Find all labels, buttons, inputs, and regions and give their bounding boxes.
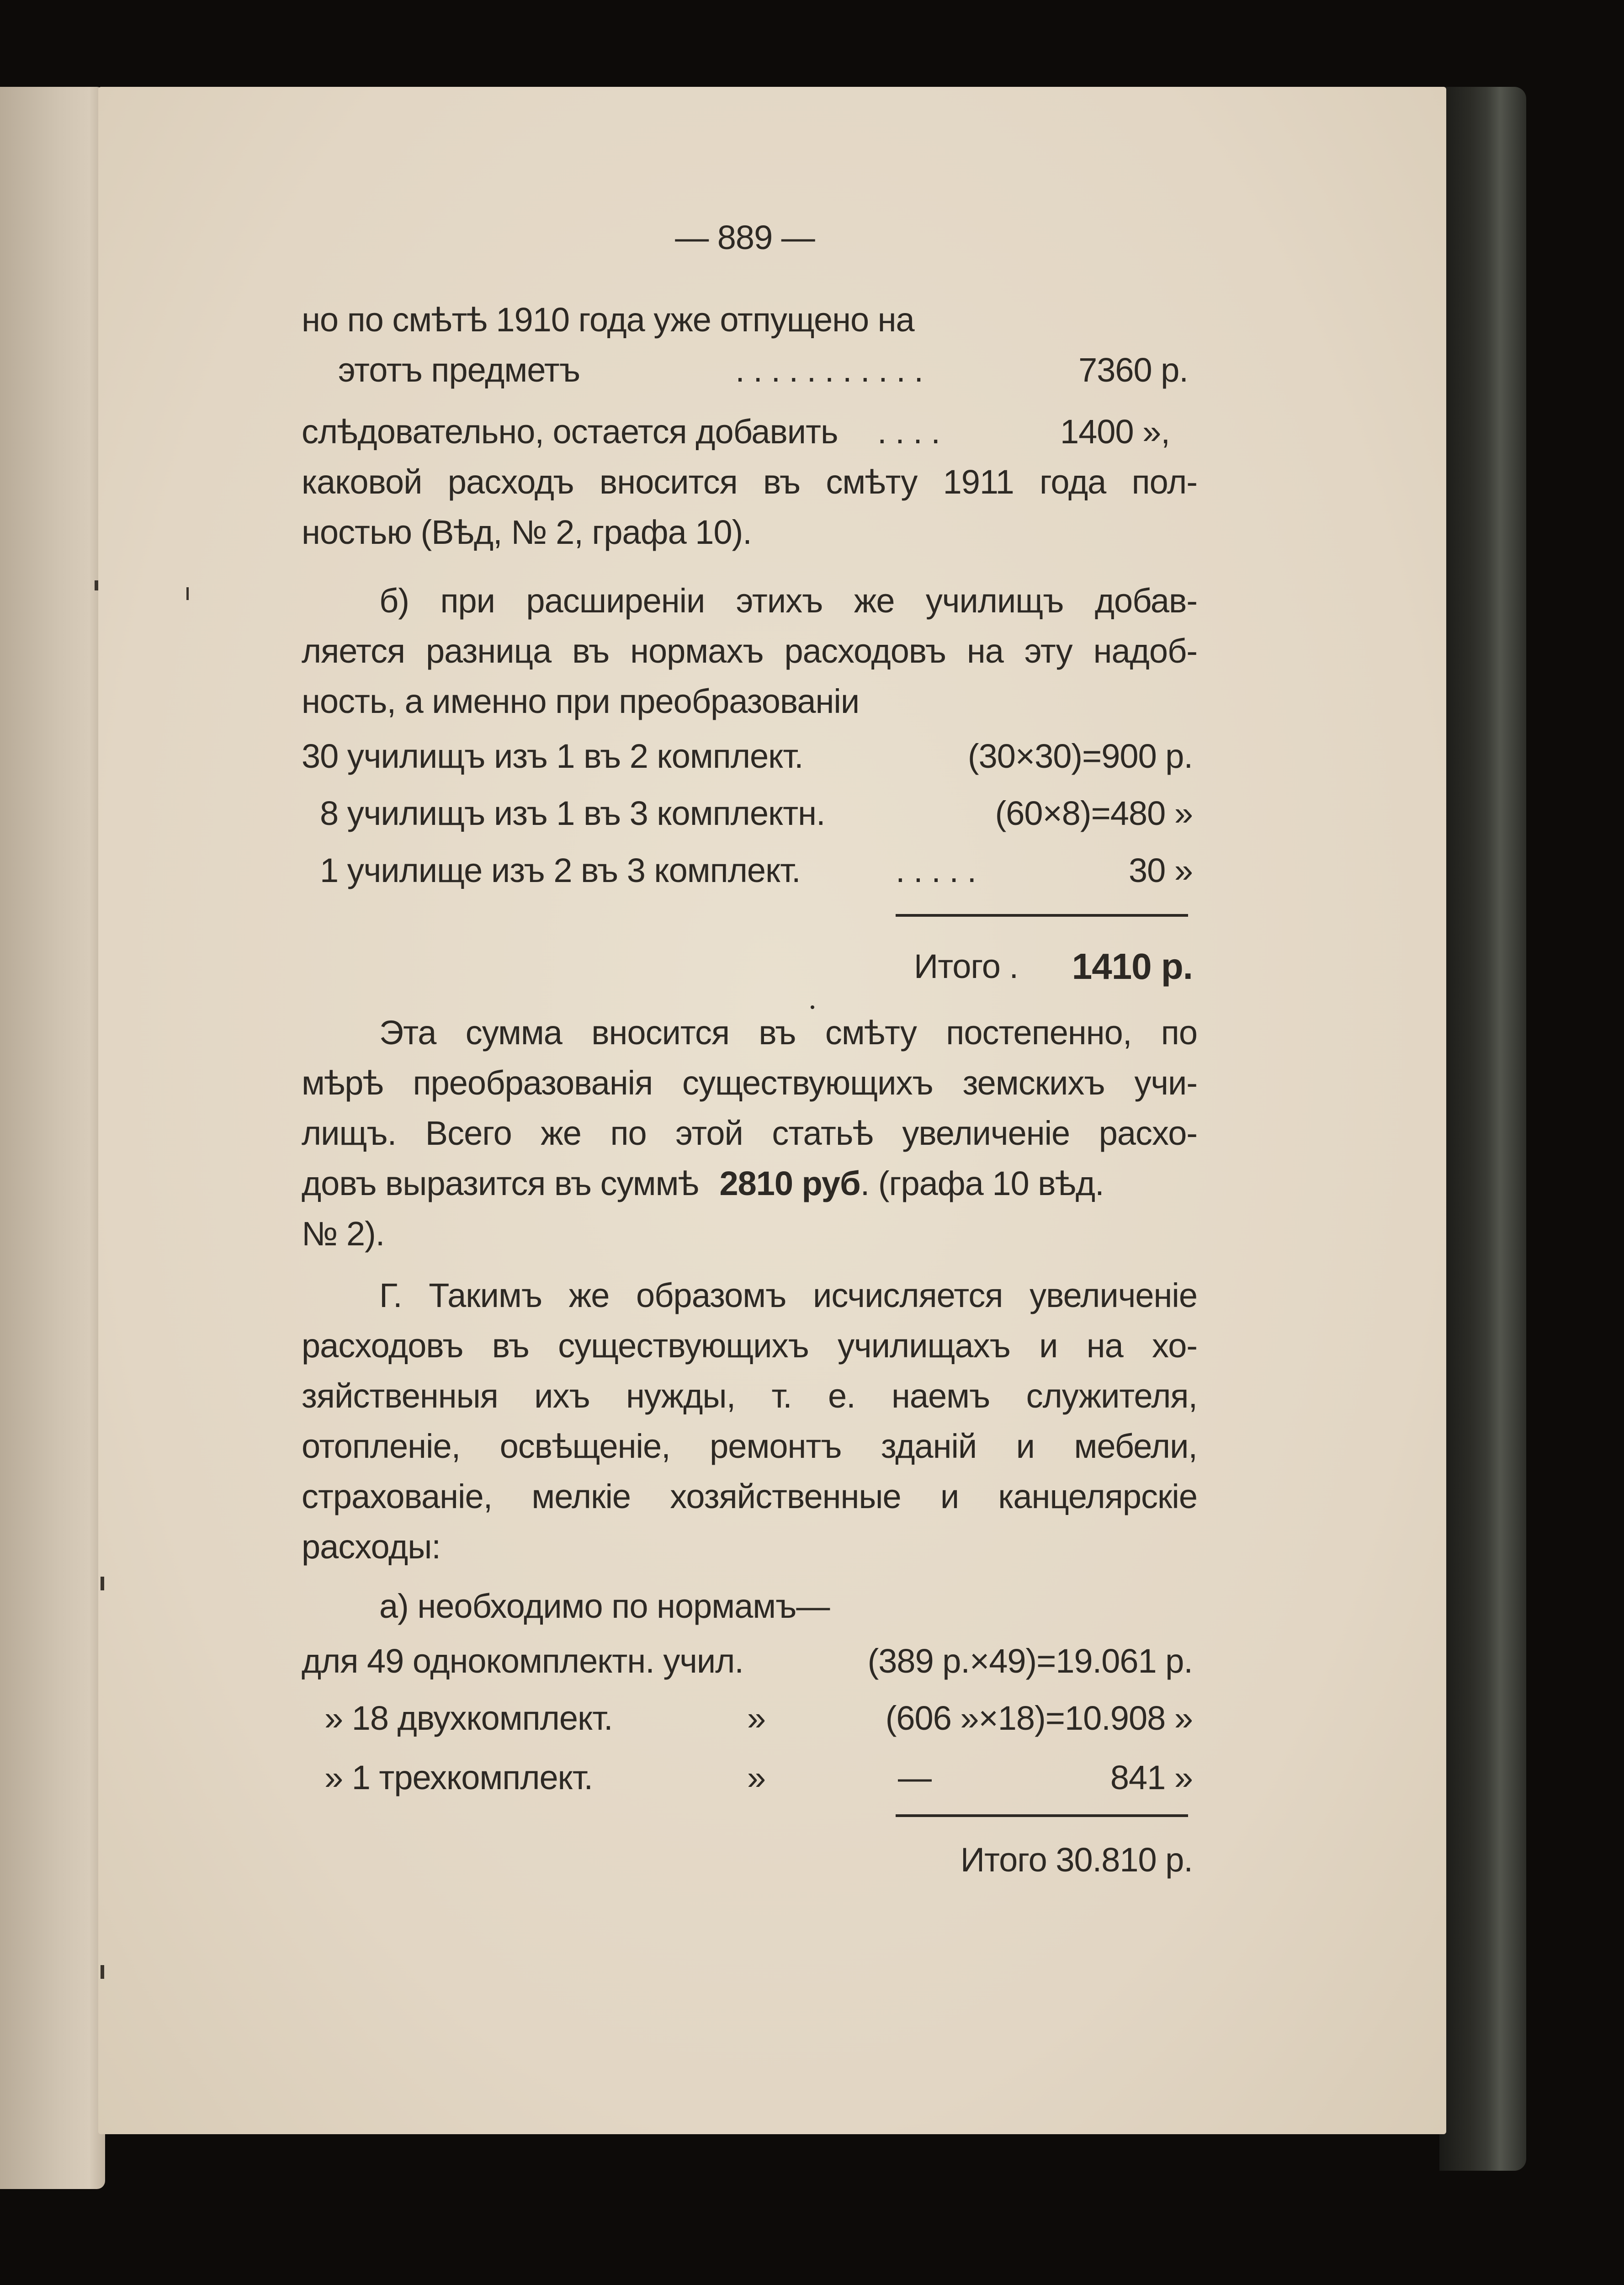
para1-line-2: каковой расходъ вносится въ смѣту 1911 года пол- xyxy=(302,463,1197,501)
para1-line-1-amount: 1400 », xyxy=(1060,413,1170,451)
table1-row-2-calc: (60×8)=480 » xyxy=(995,794,1193,832)
intro-line-2-text: этотъ предметъ xyxy=(338,351,580,389)
table1-row-1-calc: (30×30)=900 р. xyxy=(967,737,1193,775)
table2-row-2-calc: (606 »×18)=10.908 » xyxy=(885,1699,1193,1737)
table1-total-value: 1410 р. xyxy=(1072,946,1193,987)
para-b-line-1: б) при расширенiи этихъ же училищъ добав- xyxy=(379,582,1197,620)
para3-line-3: зяйственныя ихъ нужды, т. е. наемъ служителя, xyxy=(302,1377,1197,1415)
table2-total: Итого 30.810 р. xyxy=(960,1841,1193,1879)
table2-total-rule xyxy=(896,1814,1188,1817)
table2-row-3-ditto: » xyxy=(747,1759,766,1796)
para1-line-1-dots: . . . . xyxy=(877,413,940,451)
para2-bold-total: 2810 руб xyxy=(719,1164,860,1202)
intro-line-2 xyxy=(338,347,1188,393)
para1-line-1 xyxy=(302,409,1188,455)
table1-row-1-label: 30 училищъ изъ 1 въ 2 комплект. xyxy=(302,737,803,775)
margin-mark xyxy=(101,1965,104,1979)
table1-total-label: Итого . xyxy=(914,947,1019,985)
margin-mark xyxy=(101,1577,104,1590)
page-number: — 889 — xyxy=(675,218,815,256)
para2-line-5: № 2). xyxy=(302,1215,385,1253)
ink-speck xyxy=(811,1005,814,1009)
table1-row-3-label: 1 училище изъ 2 въ 3 комплект. xyxy=(320,851,801,889)
para-b-line-3: ность, а именно при преобразованiи xyxy=(302,682,860,720)
para2-line-4 xyxy=(302,1161,1197,1206)
para-b-line-2: ляется разница въ нормахъ расходовъ на эту надоб- xyxy=(302,632,1197,670)
para-a-line-1: а) необходимо по нормамъ— xyxy=(379,1587,830,1625)
para3-line-4: отопленiе, освѣщенiе, ремонтъ зданiй и мебели, xyxy=(302,1427,1197,1465)
para3-line-5: страхованiе, мелкiе хозяйственные и канцелярскiе xyxy=(302,1477,1197,1515)
intro-line-2-amount: 7360 р. xyxy=(1078,351,1188,389)
table1-total-rule xyxy=(896,914,1188,917)
para1-line-1-text: слѣдовательно, остается добавить xyxy=(302,413,838,451)
table2-row-3-dash: — xyxy=(898,1759,931,1796)
para1-line-3: ностью (Вѣд, № 2, графа 10). xyxy=(302,513,752,551)
table2-row-3-label: » 1 трехкомплект. xyxy=(324,1759,593,1796)
intro-line-1: но по смѣтѣ 1910 года уже отпущено на xyxy=(302,301,914,339)
table2-row-1-calc: (389 р.×49)=19.061 р. xyxy=(867,1642,1193,1680)
intro-line-2-dots: . . . . . . . . . . . xyxy=(735,351,923,389)
para2-line-4-rest: . (графа 10 вѣд. xyxy=(860,1164,1104,1202)
para3-line-1: Г. Такимъ же образомъ исчисляется увеличенiе xyxy=(379,1276,1197,1314)
para3-line-2: расходовъ въ существующихъ училищахъ и на хо- xyxy=(302,1327,1197,1365)
table2-row-2-ditto: » xyxy=(747,1699,766,1737)
margin-mark xyxy=(95,580,98,590)
table2-row-2-label: » 18 двухкомплект. xyxy=(324,1699,613,1737)
table2-row-3-calc: 841 » xyxy=(1110,1759,1193,1796)
margin-mark xyxy=(186,587,189,600)
para2-line-3: лищъ. Всего же по этой статьѣ увеличенiе расхо- xyxy=(302,1114,1197,1152)
para3-line-6: расходы: xyxy=(302,1528,440,1566)
para2-line-1: Эта сумма вносится въ смѣту постепенно, по xyxy=(379,1014,1197,1052)
table1-row-3-calc: 30 » xyxy=(1128,851,1193,889)
table1-row-2-label: 8 училищъ изъ 1 въ 3 комплектн. xyxy=(320,794,825,832)
table1-row-3-dots: . . . . . xyxy=(896,851,977,889)
para2-line-4-text: довъ выразится въ суммѣ xyxy=(302,1164,699,1202)
table2-row-1-label: для 49 однокомплектн. учил. xyxy=(302,1642,743,1680)
para2-line-2: мѣрѣ преобразованiя существующихъ земскихъ учи- xyxy=(302,1064,1197,1102)
